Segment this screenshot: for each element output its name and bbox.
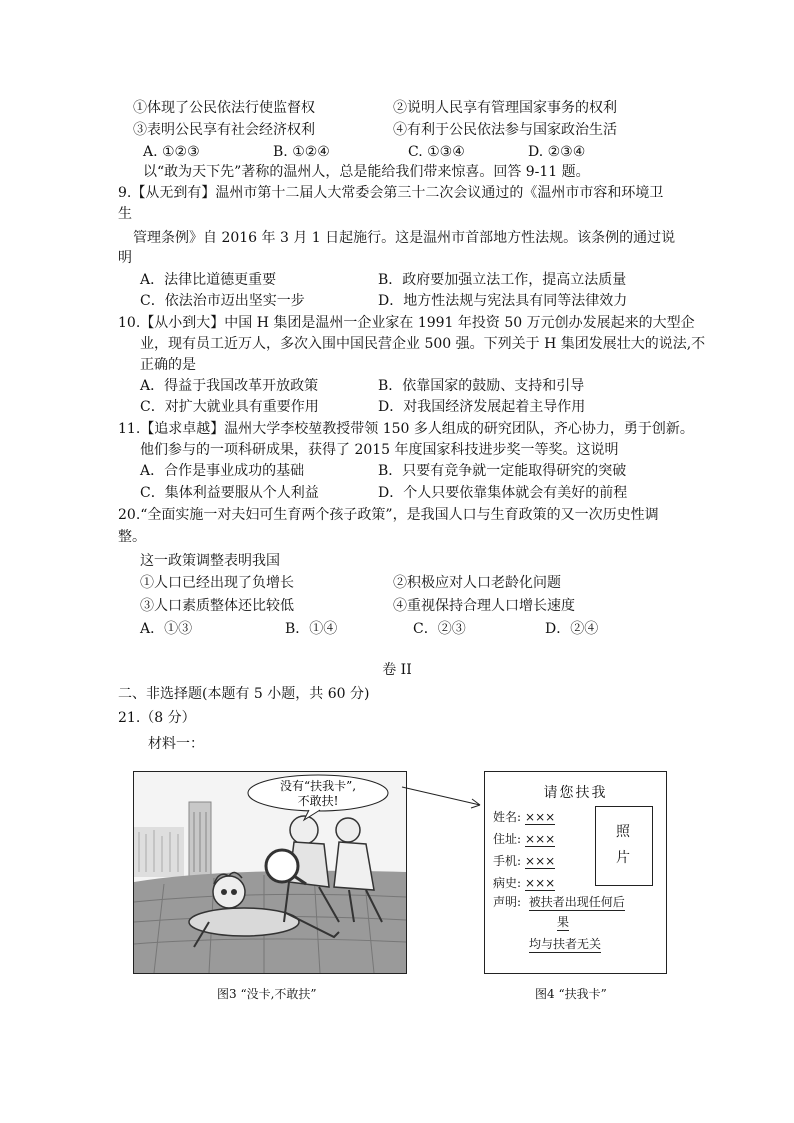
q20-statement-1: ①人口已经出现了负增长 (140, 575, 294, 591)
phone-value: ××× (525, 854, 556, 868)
photo-box (595, 806, 653, 886)
q10-stem-line1: 10.【从小到大】中国 H 集团是温州一企业家在 1991 年投资 50 万元创办发展起来的大型企 (118, 315, 695, 331)
q11-option-b: B．只要有竞争就一定能取得研究的突破 (378, 463, 627, 479)
declaration-line-2: 果 (557, 915, 570, 929)
q8-statement-1: ①体现了公民依法行使监督权 (133, 100, 315, 116)
figure-4-caption: 图4 “扶我卡” (535, 987, 607, 1001)
q8-option-c: C. ①③④ (408, 144, 465, 160)
declaration-label: 声明: (493, 895, 522, 909)
q20-stem-line1: 20.“全面实施一对夫妇可生育两个孩子政策”，是我国人口与生育政策的又一次历史性调 (118, 507, 659, 523)
q11-option-a: A．合作是事业成功的基础 (140, 463, 305, 479)
cartoon-illustration (134, 772, 406, 973)
section-heading: 二、非选择题(本题有 5 小题，共 60 分) (118, 686, 370, 702)
q10-option-b: B．依靠国家的鼓励、支持和引导 (378, 378, 585, 394)
q9-stem-line2-wrap: 明 (118, 250, 132, 266)
q9-stem-line2: 管理条例》自 2016 年 3 月 1 日起施行。这是温州市首部地方性法规。该条例的通过说 (133, 230, 676, 246)
q9-option-c: C．依法治市迈出坚实一步 (140, 293, 305, 309)
q20-stem-line2: 这一政策调整表明我国 (140, 553, 280, 569)
q9-option-b: B．政府要加强立法工作，提高立法质量 (378, 272, 627, 288)
q20-statement-2: ②积极应对人口老龄化问题 (393, 575, 561, 591)
card-title: 请您扶我 (543, 785, 608, 801)
q20-stem-line1-wrap: 整。 (118, 529, 146, 545)
card-row-address (493, 830, 555, 847)
card-row-phone (493, 852, 555, 869)
photo-label-1: 照 (616, 824, 630, 840)
q21-label: 21.（8 分） (118, 710, 196, 726)
q8-statement-3: ③表明公民享有社会经济权利 (133, 122, 315, 138)
q8-option-d: D. ②③④ (528, 144, 586, 160)
declaration-line-1: 被扶者出现任何后 (528, 895, 625, 909)
q8-statement-2: ②说明人民享有管理国家事务的权利 (393, 100, 617, 116)
q11-stem-line1: 11.【追求卓越】温州大学李校堃教授带领 150 多人组成的研究团队，齐心协力，勇于创新。 (118, 421, 694, 437)
figure-4-help-card (484, 771, 667, 974)
q11-option-c: C．集体利益要服从个人利益 (140, 485, 319, 501)
q20-option-b: B．①④ (285, 621, 338, 637)
photo-label-2: 片 (616, 850, 630, 866)
card-row-name (493, 808, 555, 825)
q9-option-a: A．法律比道德更重要 (140, 272, 277, 288)
card-row-history (493, 874, 555, 891)
bubble-line-1: 没有“扶我卡”, (279, 779, 357, 793)
q8-option-a: A. ①②③ (143, 144, 200, 160)
phone-label: 手机: (493, 854, 522, 868)
figure-3-cartoon (133, 771, 407, 974)
q10-stem-line2: 业，现有员工近万人，多次入围中国民营企业 500 强。下列关于 H 集团发展壮大的说法,不 (140, 336, 706, 352)
q9-stem-line1: 9.【从无到有】温州市第十二届人大常委会第三十二次会议通过的《温州市市容和环境卫 (118, 185, 664, 201)
intro-text: 以“敢为天下先”著称的温州人，总是能给我们带来惊喜。回答 9-11 题。 (143, 164, 590, 180)
q20-option-a: A．①③ (140, 621, 193, 637)
address-label: 住址: (493, 832, 522, 846)
q8-option-b: B. ①②④ (273, 144, 330, 160)
history-label: 病史: (493, 876, 522, 890)
q10-option-c: C．对扩大就业具有重要作用 (140, 399, 319, 415)
q8-statement-4: ④有利于公民依法参与国家政治生活 (393, 122, 617, 138)
history-value: ××× (525, 876, 556, 890)
name-label: 姓名: (493, 810, 522, 824)
name-value: ××× (525, 810, 556, 824)
q20-statement-3: ③人口素质整体还比较低 (140, 598, 294, 614)
q20-option-c: C．②③ (413, 621, 466, 637)
bubble-line-2: 不敢扶! (297, 794, 339, 808)
section-title: 卷 II (382, 662, 412, 678)
declaration-line-3: 均与扶者无关 (529, 937, 602, 951)
q11-option-d: D．个人只要依靠集体就会有美好的前程 (378, 485, 628, 501)
q20-statement-4: ④重视保持合理人口增长速度 (393, 598, 575, 614)
q11-stem-line2: 他们参与的一项科研成果，获得了 2015 年度国家科技进步奖一等奖。这说明 (140, 442, 619, 458)
pointer-arrow (400, 775, 490, 815)
q10-stem-line3: 正确的是 (140, 357, 196, 373)
q10-option-a: A．得益于我国改革开放政策 (140, 378, 319, 394)
q9-stem-line1-wrap: 生 (118, 206, 132, 222)
declaration (493, 893, 625, 953)
q10-option-d: D．对我国经济发展起着主导作用 (378, 399, 586, 415)
material-label: 材料一： (148, 736, 204, 752)
q20-option-d: D．②④ (545, 621, 599, 637)
q9-option-d: D．地方性法规与宪法具有同等法律效力 (378, 293, 628, 309)
address-value: ××× (525, 832, 556, 846)
figure-3-caption: 图3 “没卡,不敢扶” (217, 987, 317, 1001)
